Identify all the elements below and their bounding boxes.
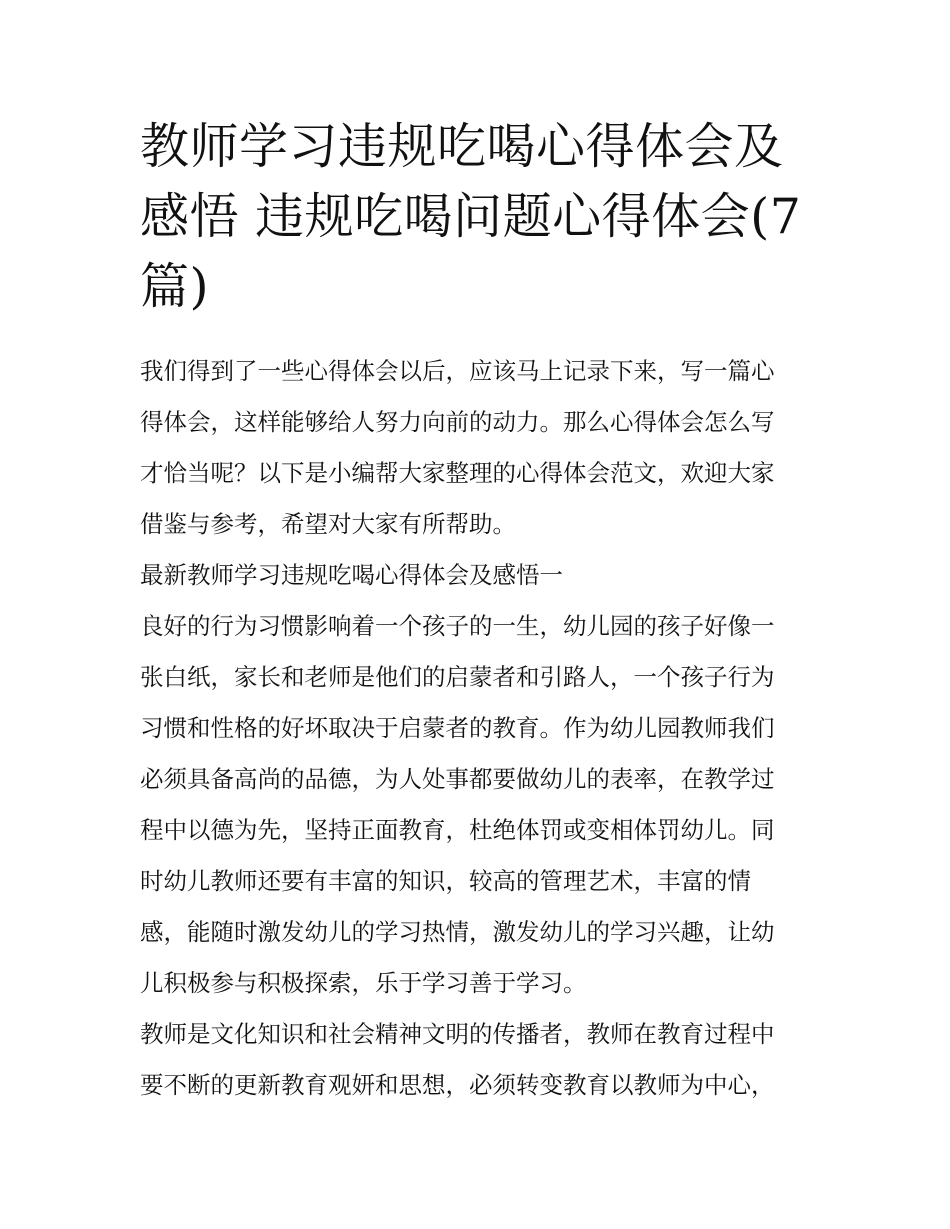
text-line: 习惯和性格的好坏取决于启蒙者的教育。作为幼儿园教师我们 xyxy=(140,714,775,742)
text-line: 借鉴与参考，希望对大家有所帮助。 xyxy=(140,510,516,538)
section-heading xyxy=(140,550,812,601)
document-content xyxy=(140,112,812,1111)
text-line: 程中以德为先，坚持正面教育，杜绝体罚或变相体罚幼儿。同 xyxy=(140,816,775,844)
text-line: 儿积极参与积极探索，乐于学习善于学习。 xyxy=(140,969,587,997)
text-line: 张白纸，家长和老师是他们的启蒙者和引路人，一个孩子行为 xyxy=(140,663,775,691)
title-line: 感悟 违规吃喝问题心得体会(7 xyxy=(140,188,802,245)
text-line: 我们得到了一些心得体会以后，应该马上记录下来，写一篇心 xyxy=(140,357,775,385)
text-line: 教师是文化知识和社会精神文明的传播者，教师在教育过程中 xyxy=(140,1020,775,1048)
text-line: 最新教师学习违规吃喝心得体会及感悟一 xyxy=(140,561,563,589)
body-paragraph xyxy=(140,1009,812,1111)
text-line: 感，能随时激发幼儿的学习热情，激发幼儿的学习兴趣，让幼 xyxy=(140,918,775,946)
text-line: 良好的行为习惯影响着一个孩子的一生，幼儿园的孩子好像一 xyxy=(140,612,775,640)
title-line: 教师学习违规吃喝心得体会及 xyxy=(140,118,784,175)
text-line: 必须具备高尚的品德，为人处事都要做幼儿的表率，在教学过 xyxy=(140,765,775,793)
text-line: 得体会，这样能够给人努力向前的动力。那么心得体会怎么写 xyxy=(140,408,775,436)
title-line: 篇) xyxy=(140,258,210,315)
document-body xyxy=(140,346,812,1111)
document-title xyxy=(140,112,812,322)
body-paragraph xyxy=(140,601,812,1009)
text-line: 才恰当呢？以下是小编帮大家整理的心得体会范文，欢迎大家 xyxy=(140,459,775,487)
text-line: 要不断的更新教育观妍和思想，必须转变教育以教师为中心， xyxy=(140,1071,775,1099)
intro-paragraph xyxy=(140,346,812,550)
text-line: 时幼儿教师还要有丰富的知识，较高的管理艺术，丰富的情 xyxy=(140,867,751,895)
